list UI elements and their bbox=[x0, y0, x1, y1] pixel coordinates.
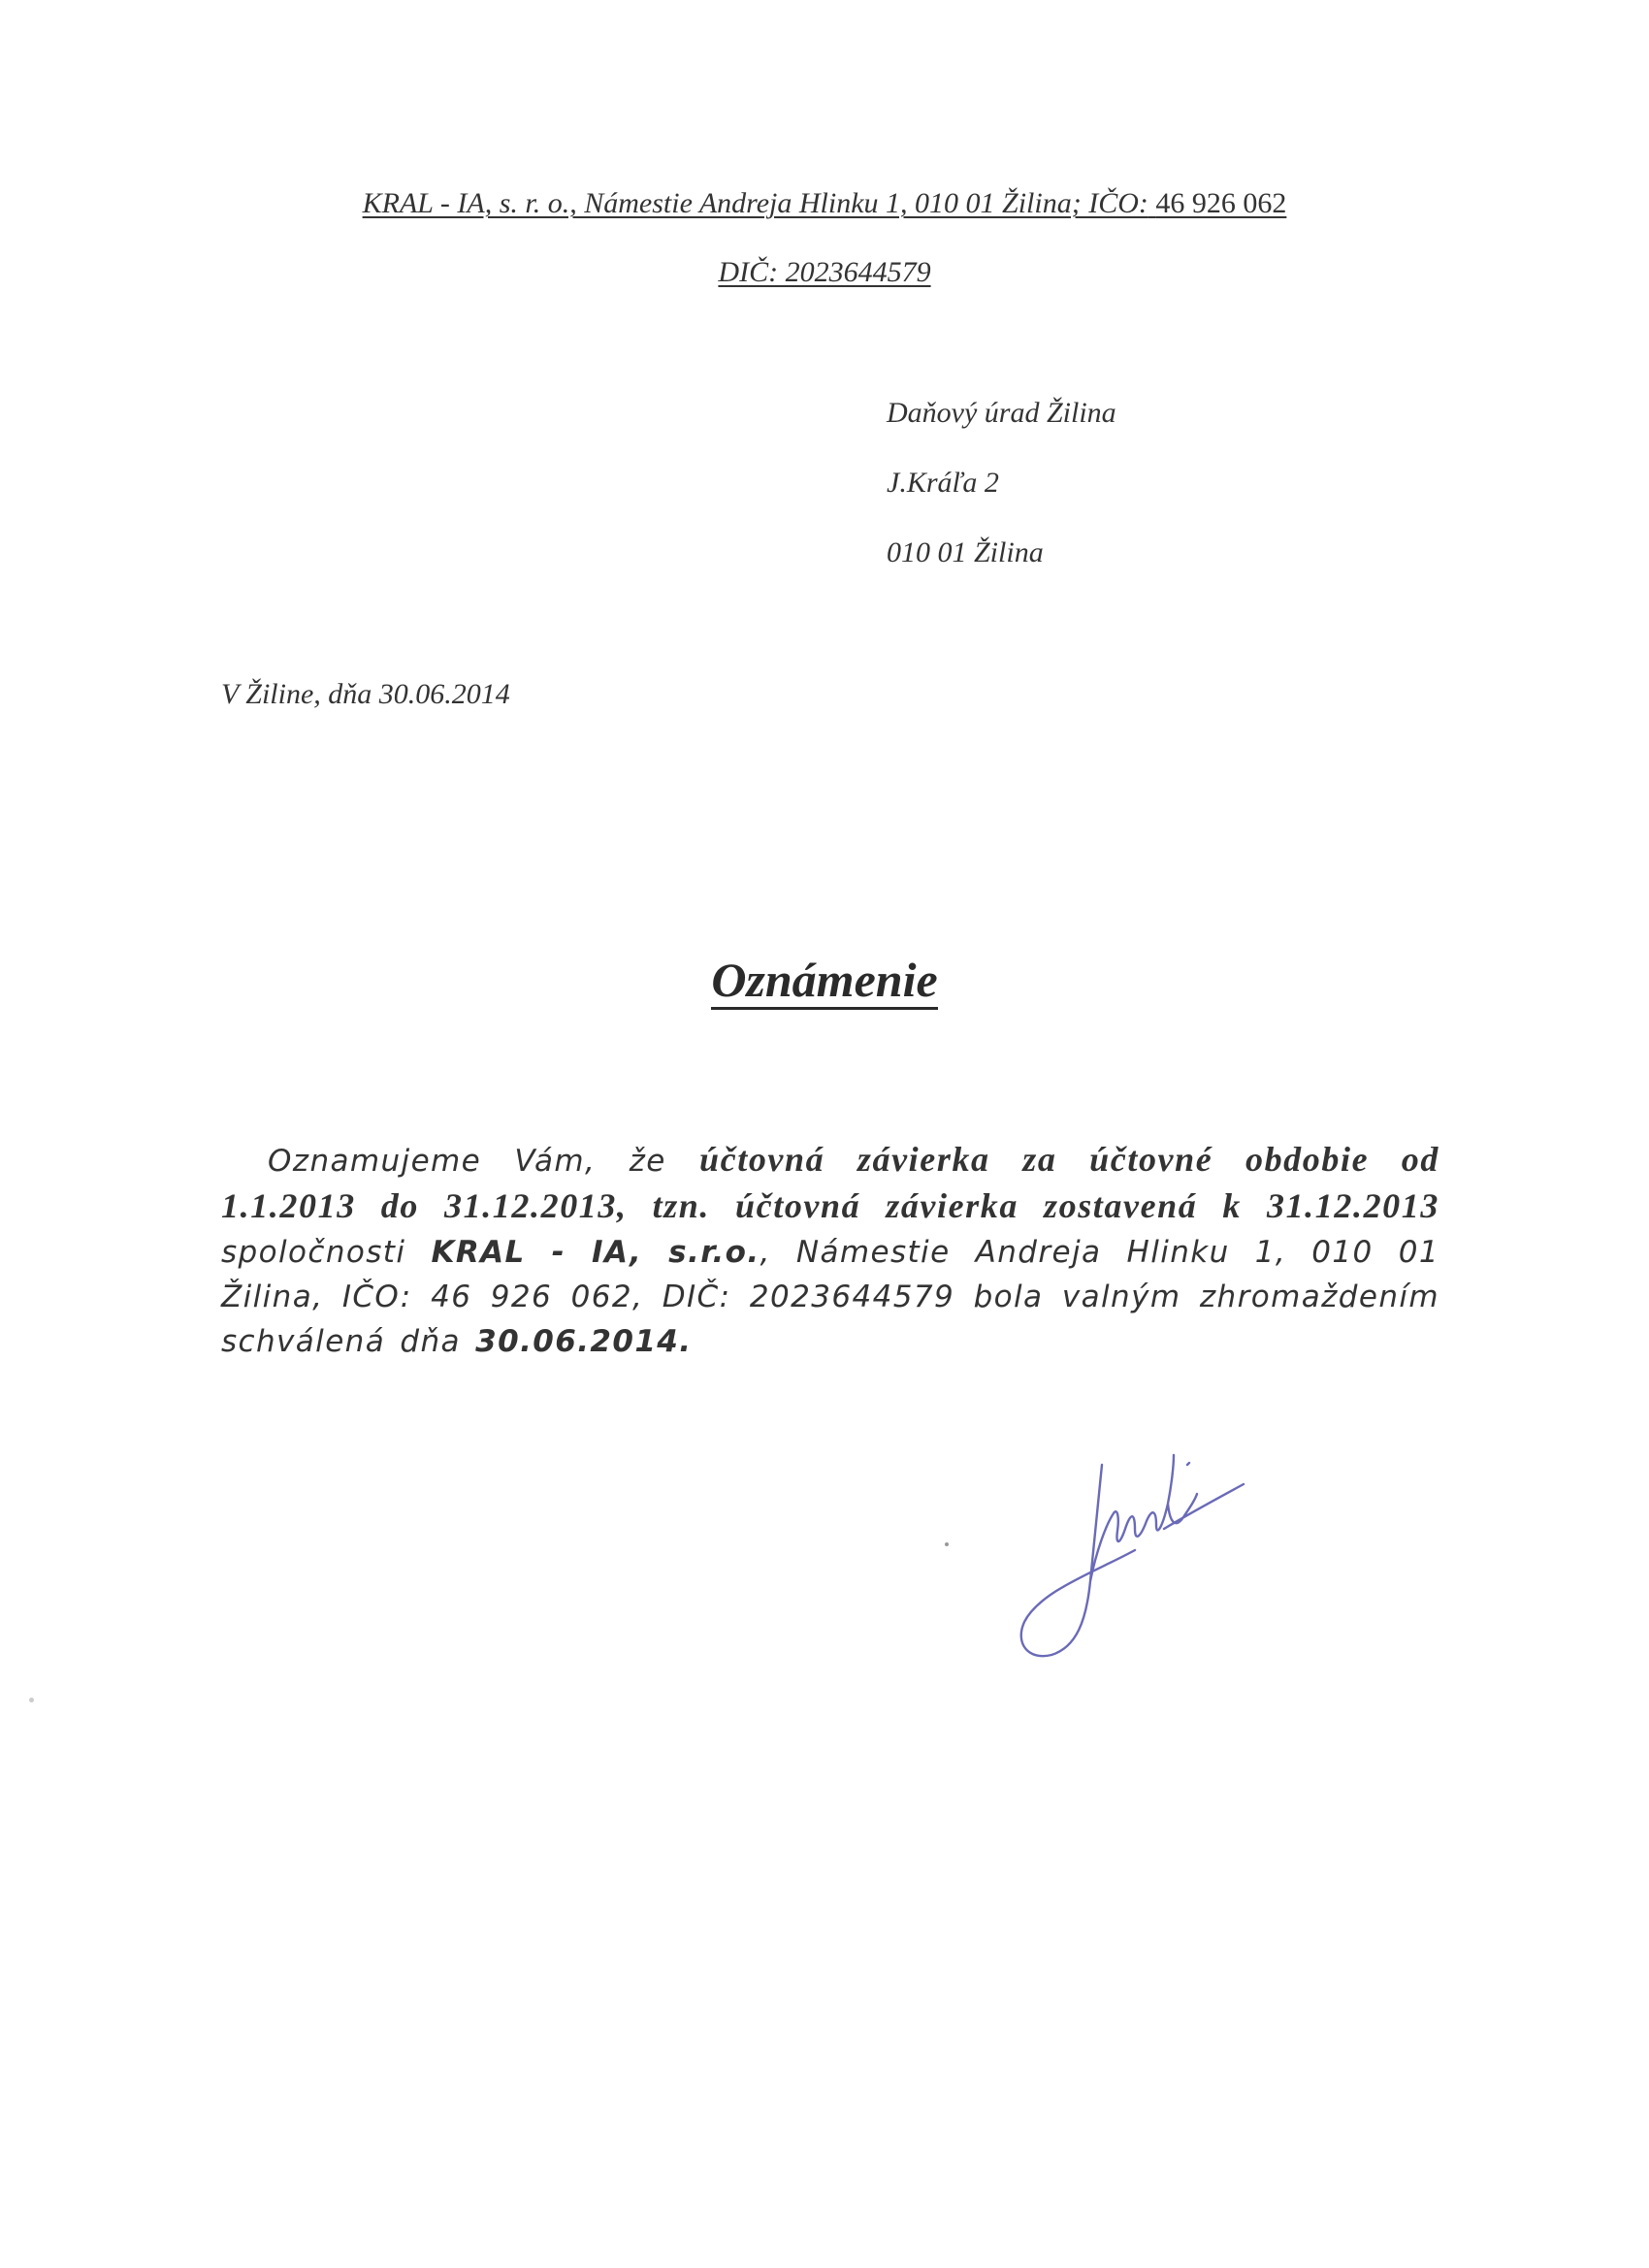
body-intro: Oznamujeme Vám, že bbox=[268, 1144, 700, 1179]
signature-stroke bbox=[1021, 1455, 1244, 1656]
signature bbox=[989, 1436, 1280, 1688]
company-header-line bbox=[0, 186, 1649, 221]
body-emphasis-statement: účtovná závierka za účtovné obdobie od 1.1.2013 do 31.12.2013, tzn. účtovná závierka zostavená k 31.12.2013 bbox=[221, 1140, 1439, 1225]
addressee-city: 010 01 Žilina bbox=[887, 536, 1044, 568]
document-title-text: Oznámenie bbox=[711, 955, 937, 1010]
scan-speck bbox=[945, 1542, 949, 1546]
body-company-prefix: spoločnosti bbox=[221, 1235, 432, 1270]
scan-speck bbox=[29, 1698, 34, 1702]
company-dic-line: DIČ: 2023644579 bbox=[718, 256, 931, 288]
company-header-text: KRAL - IA, s. r. o., Námestie Andreja Hlinku 1, 010 01 Žilina; IČO: bbox=[362, 187, 1148, 219]
body-approval-date: 30.06.2014. bbox=[475, 1324, 693, 1359]
body-company-details: , Námestie Andreja Hlinku 1, 010 01 Žilina, IČO: 46 926 062, DIČ: 2023644579 bola valným zhromaždením schválená dňa bbox=[221, 1235, 1439, 1359]
addressee-name: Daňový úrad Žilina bbox=[887, 397, 1116, 429]
place-date: V Žiline, dňa 30.06.2014 bbox=[221, 678, 510, 710]
document-title bbox=[0, 951, 1649, 1010]
notice-body bbox=[221, 1137, 1439, 1364]
addressee-street: J.Kráľa 2 bbox=[887, 467, 999, 499]
company-ico-number: 46 926 062 bbox=[1155, 187, 1287, 219]
body-company-name: KRAL - IA, s.r.o. bbox=[431, 1235, 760, 1270]
